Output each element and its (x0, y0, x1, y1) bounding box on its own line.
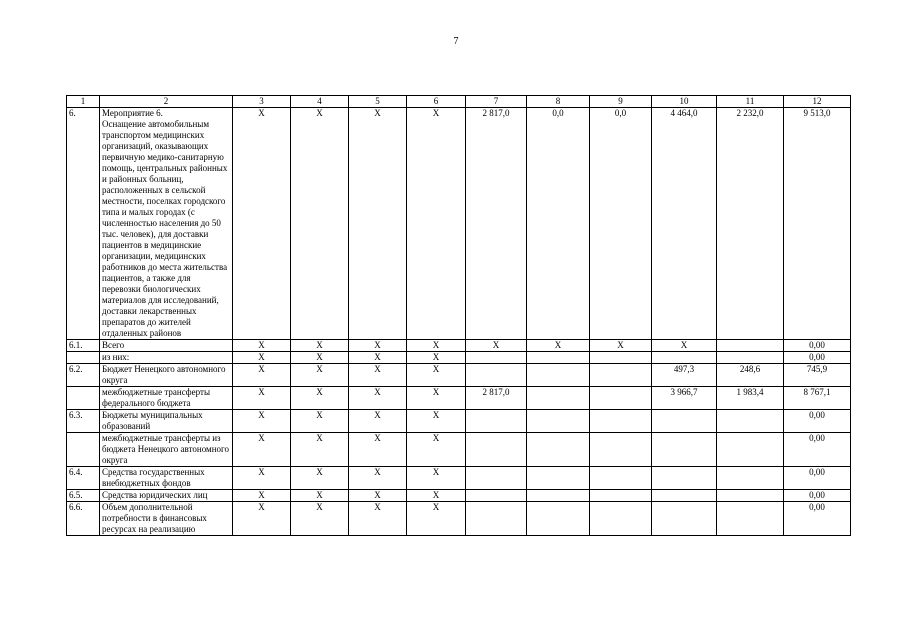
value-cell (652, 490, 717, 502)
header-cell: 12 (784, 96, 851, 108)
value-cell: Х (407, 490, 466, 502)
value-cell: Х (291, 433, 349, 467)
row-name: из них: (100, 352, 233, 364)
value-cell (590, 352, 652, 364)
value-cell (466, 410, 527, 433)
value-cell: 2 817,0 (466, 387, 527, 410)
value-cell (590, 410, 652, 433)
value-cell: Х (407, 364, 466, 387)
value-cell (717, 490, 784, 502)
table-row (67, 352, 851, 364)
value-cell: Х (349, 108, 407, 340)
column-number-row (67, 96, 851, 108)
value-cell: Х (349, 490, 407, 502)
value-cell: Х (233, 364, 291, 387)
table-row (67, 467, 851, 490)
value-cell: Х (407, 108, 466, 340)
row-name: межбюджетные трансферты федерального бюджета (100, 387, 233, 410)
value-cell: Х (527, 340, 590, 352)
value-cell (590, 387, 652, 410)
table-row (67, 340, 851, 352)
header-cell: 7 (466, 96, 527, 108)
value-cell (590, 502, 652, 536)
value-cell (466, 433, 527, 467)
value-cell: Х (349, 433, 407, 467)
value-cell (527, 387, 590, 410)
value-cell: 0,00 (784, 467, 851, 490)
value-cell (717, 433, 784, 467)
value-cell: Х (349, 364, 407, 387)
row-number: 6.5. (67, 490, 100, 502)
value-cell: Х (349, 340, 407, 352)
value-cell: Х (233, 502, 291, 536)
value-cell: 0,0 (590, 108, 652, 340)
value-cell (652, 433, 717, 467)
value-cell (527, 490, 590, 502)
table-body (67, 108, 851, 536)
value-cell: Х (407, 502, 466, 536)
value-cell: Х (233, 433, 291, 467)
header-cell: 2 (100, 96, 233, 108)
value-cell: Х (291, 490, 349, 502)
value-cell: Х (407, 467, 466, 490)
header-cell: 9 (590, 96, 652, 108)
row-name: Средства государственных внебюджетных фондов (100, 467, 233, 490)
row-number: 6.3. (67, 410, 100, 433)
value-cell (590, 467, 652, 490)
value-cell: Х (407, 387, 466, 410)
header-cell: 6 (407, 96, 466, 108)
value-cell: 0,0 (527, 108, 590, 340)
value-cell (717, 502, 784, 536)
value-cell (717, 410, 784, 433)
value-cell: Х (291, 387, 349, 410)
value-cell: Х (407, 410, 466, 433)
value-cell: Х (349, 352, 407, 364)
row-name: Средства юридических лиц (100, 490, 233, 502)
header-cell: 1 (67, 96, 100, 108)
row-name: Мероприятие 6. Оснащение автомобильным транспортом медицинских организаций, оказывающих первичную медико-санитарную помощь, центральных районных и районных больниц, расположенных в сельской местности, поселках городского типа и малых городах (с численностью населения до 50 тыс. человек), для доставки пациентов в медицинские организации, медицинских работников до места жительства пациентов, а также для перевозки биологических материалов для исследований, доставки лекарственных препаратов до жителей отдаленных районов (100, 108, 233, 340)
table-row (67, 433, 851, 467)
value-cell (527, 364, 590, 387)
table-row (67, 387, 851, 410)
header-cell: 10 (652, 96, 717, 108)
table-row (67, 108, 851, 340)
value-cell (466, 502, 527, 536)
header-cell: 3 (233, 96, 291, 108)
row-number (67, 433, 100, 467)
value-cell: Х (291, 364, 349, 387)
value-cell: 0,00 (784, 490, 851, 502)
row-name: Бюджет Ненецкого автономного округа (100, 364, 233, 387)
row-number: 6. (67, 108, 100, 340)
value-cell (717, 467, 784, 490)
value-cell (652, 467, 717, 490)
value-cell (466, 352, 527, 364)
value-cell (717, 352, 784, 364)
row-number: 6.4. (67, 467, 100, 490)
value-cell: 0,00 (784, 352, 851, 364)
value-cell (590, 433, 652, 467)
value-cell: 497,3 (652, 364, 717, 387)
row-name: Всего (100, 340, 233, 352)
page-number: 7 (453, 36, 459, 47)
value-cell: Х (407, 433, 466, 467)
row-number: 6.1. (67, 340, 100, 352)
value-cell: 2 817,0 (466, 108, 527, 340)
value-cell: 0,00 (784, 340, 851, 352)
row-name: Объем дополнительной потребности в финансовых ресурсах на реализацию (100, 502, 233, 536)
value-cell: Х (233, 410, 291, 433)
value-cell: Х (233, 108, 291, 340)
value-cell: 9 513,0 (784, 108, 851, 340)
value-cell: 2 232,0 (717, 108, 784, 340)
row-name: Бюджеты муниципальных образований (100, 410, 233, 433)
value-cell: 4 464,0 (652, 108, 717, 340)
value-cell (466, 467, 527, 490)
value-cell (527, 433, 590, 467)
value-cell (590, 364, 652, 387)
value-cell (652, 352, 717, 364)
header-cell: 4 (291, 96, 349, 108)
value-cell: Х (349, 410, 407, 433)
value-cell (527, 352, 590, 364)
value-cell: Х (407, 352, 466, 364)
row-number: 6.2. (67, 364, 100, 387)
value-cell (652, 502, 717, 536)
value-cell (466, 364, 527, 387)
value-cell: 1 983,4 (717, 387, 784, 410)
value-cell: Х (291, 340, 349, 352)
value-cell: Х (233, 340, 291, 352)
header-cell: 5 (349, 96, 407, 108)
financing-table (66, 95, 851, 536)
value-cell: Х (466, 340, 527, 352)
value-cell (652, 410, 717, 433)
value-cell: 3 966,7 (652, 387, 717, 410)
value-cell (527, 502, 590, 536)
table-row (67, 364, 851, 387)
header-cell: 11 (717, 96, 784, 108)
value-cell: 0,00 (784, 433, 851, 467)
value-cell: 8 767,1 (784, 387, 851, 410)
value-cell: Х (291, 410, 349, 433)
value-cell: Х (349, 387, 407, 410)
value-cell: Х (407, 340, 466, 352)
value-cell: Х (233, 490, 291, 502)
value-cell (590, 490, 652, 502)
value-cell: 745,9 (784, 364, 851, 387)
value-cell (527, 410, 590, 433)
value-cell: Х (233, 352, 291, 364)
value-cell: 0,00 (784, 410, 851, 433)
value-cell: Х (652, 340, 717, 352)
value-cell: Х (590, 340, 652, 352)
table-row (67, 410, 851, 433)
table-row (67, 490, 851, 502)
value-cell: Х (291, 502, 349, 536)
value-cell: Х (233, 467, 291, 490)
value-cell (717, 340, 784, 352)
row-number (67, 352, 100, 364)
value-cell: Х (349, 467, 407, 490)
value-cell: Х (291, 467, 349, 490)
value-cell: 248,6 (717, 364, 784, 387)
value-cell (527, 467, 590, 490)
table-row (67, 502, 851, 536)
value-cell (466, 490, 527, 502)
value-cell: Х (291, 108, 349, 340)
value-cell: Х (349, 502, 407, 536)
value-cell: Х (233, 387, 291, 410)
value-cell: Х (291, 352, 349, 364)
header-cell: 8 (527, 96, 590, 108)
value-cell: 0,00 (784, 502, 851, 536)
row-number (67, 387, 100, 410)
row-number: 6.6. (67, 502, 100, 536)
row-name: межбюджетные трансферты из бюджета Ненецкого автономного округа (100, 433, 233, 467)
